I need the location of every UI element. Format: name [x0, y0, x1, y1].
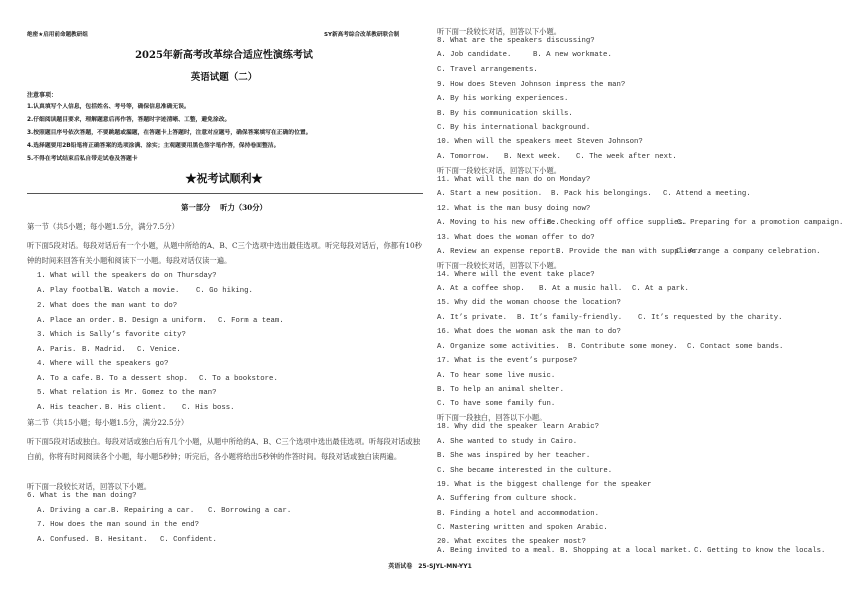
q12-option-c[interactable]: C. Preparing for a promotion campaign.: [677, 219, 844, 227]
q17-option-a[interactable]: A. To hear some live music.: [437, 372, 556, 380]
q13-option-b[interactable]: B. Provide the man with supplies.: [556, 248, 701, 256]
part1-heading: 第一部分 听力（30分）: [181, 203, 267, 212]
notice-item-4: 4.选择题要用2B铅笔将正确答案的选项涂满、涂实；主观题要用黑色签字笔作答，保持卷面整洁。: [27, 143, 280, 149]
q13-option-a[interactable]: A. Review an expense report.: [437, 248, 560, 256]
q7-option-b[interactable]: B. Hesitant.: [95, 536, 148, 544]
q6-option-c[interactable]: C. Borrowing a car.: [208, 507, 292, 515]
q8-option-a[interactable]: A. Job candidate.: [437, 51, 512, 59]
q14-option-b[interactable]: B. At a music hall.: [539, 285, 623, 293]
q13-option-c[interactable]: C. Arrange a company celebration.: [676, 248, 821, 256]
q5-option-b[interactable]: B. His client.: [105, 404, 167, 412]
sec2-instructions: 听下面5段对话或独白。每段对话或独白后有几个小题，从题中所给的A、B、C三个选项中选出最佳选项。听每段对话或独白前，你将有时间阅读各个小题，每小题5秒钟；听完后，各小题将给出5秒钟的作答时间。每段对话或独白读两遍。: [27, 437, 420, 461]
q8-option-c[interactable]: C. Travel arrangements.: [437, 66, 538, 74]
q2-stem: 2. What does the man want to do?: [37, 302, 178, 310]
q6-option-a[interactable]: A. Driving a car.: [37, 507, 112, 515]
q15-option-b[interactable]: B. It’s family-friendly.: [517, 314, 623, 322]
q1-option-b[interactable]: B. Watch a movie.: [105, 287, 180, 295]
q3-option-c[interactable]: C. Venice.: [137, 346, 181, 354]
q17-stem: 17. What is the event’s purpose?: [437, 357, 578, 365]
q13-stem: 13. What does the woman offer to do?: [437, 234, 595, 242]
q19-stem: 19. What is the biggest challenge for the speaker: [437, 481, 652, 489]
subject-title: 英语试题（二）: [190, 72, 258, 83]
q11-option-b[interactable]: B. Pack his belongings.: [551, 190, 652, 198]
notice-heading: 注意事项：: [27, 92, 58, 99]
q4-option-a[interactable]: A. To a cafe.: [37, 375, 94, 383]
q20-option-a[interactable]: A. Being invited to a meal.: [437, 547, 556, 555]
q10-option-b[interactable]: B. Next week.: [504, 153, 561, 161]
q10-option-a[interactable]: A. Tomorrow.: [437, 153, 490, 161]
q14-option-a[interactable]: A. At a coffee shop.: [437, 285, 525, 293]
q10-stem: 10. When will the speakers meet Steven Johnson?: [437, 138, 643, 146]
notice-item-5: 5.不得在考试结束后私自带走试卷及答题卡: [27, 156, 138, 162]
q7-option-a[interactable]: A. Confused.: [37, 536, 90, 544]
q18-stem: 18. Why did the speaker learn Arabic?: [437, 423, 600, 431]
q15-option-a[interactable]: A. It’s private.: [437, 314, 508, 322]
q7-option-c[interactable]: C. Confident.: [160, 536, 217, 544]
q17-option-c[interactable]: C. To have some family fun.: [437, 400, 556, 408]
q3-stem: 3. Which is Sally’s favorite city?: [37, 331, 186, 339]
q10-option-c[interactable]: C. The week after next.: [576, 153, 677, 161]
q9-option-c[interactable]: C. By his international background.: [437, 124, 591, 132]
page-footer: 英语试卷 25-SJYL-MN-YY1: [388, 563, 472, 570]
intro-q14: 听下面一段较长对话，回答以下小题。: [437, 261, 562, 270]
q5-stem: 5. What relation is Mr. Gomez to the man?: [37, 389, 217, 397]
q9-stem: 9. How does Steven Johnson impress the man?: [437, 81, 626, 89]
q16-option-b[interactable]: B. Contribute some money.: [568, 343, 678, 351]
q16-option-a[interactable]: A. Organize some activities.: [437, 343, 560, 351]
q16-stem: 16. What does the woman ask the man to do?: [437, 328, 621, 336]
q15-option-c[interactable]: C. It’s requested by the charity.: [638, 314, 783, 322]
q4-option-c[interactable]: C. To a bookstore.: [199, 375, 278, 383]
q19-option-c[interactable]: C. Mastering written and spoken Arabic.: [437, 524, 608, 532]
q20-stem: 20. What excites the speaker most?: [437, 538, 586, 546]
q8-option-b[interactable]: B. A new workmate.: [533, 51, 612, 59]
q12-option-b[interactable]: B. Checking off office supplies.: [547, 219, 688, 227]
q5-option-c[interactable]: C. His boss.: [182, 404, 235, 412]
notice-item-2: 2.仔细阅读题目要求，理解题意后再作答，答题时字迹清晰、工整，避免涂改。: [27, 117, 231, 123]
intro-q11: 听下面一段较长对话，回答以下小题。: [437, 166, 562, 175]
q12-option-a[interactable]: A. Moving to his new office.: [437, 219, 560, 227]
sec1-instructions: 听下面5段对话。每段对话后有一个小题，从题中所给的A、B、C三个选项中选出最佳选项。听完每段对话后，你都有10秒钟的时间来回答有关小题和阅读下一小题。每段对话仅读一遍。: [27, 241, 422, 265]
q2-option-b[interactable]: B. Design a uniform.: [119, 317, 207, 325]
q14-stem: 14. Where will the event take place?: [437, 271, 595, 279]
q4-stem: 4. Where will the speakers go?: [37, 360, 169, 368]
q18-option-a[interactable]: A. She wanted to study in Cairo.: [437, 438, 578, 446]
q2-option-a[interactable]: A. Place an order.: [37, 317, 116, 325]
notice-item-3: 3.按照题目序号依次答题，不要跳题或漏题，在答题卡上答题时，注意对应题号，确保答案填写在正确的位置。: [27, 130, 312, 136]
q6-stem: 6. What is the man doing?: [27, 492, 137, 500]
q11-option-a[interactable]: A. Start a new position.: [437, 190, 543, 198]
q1-option-c[interactable]: C. Go hiking.: [196, 287, 253, 295]
q18-option-c[interactable]: C. She became interested in the culture.: [437, 467, 613, 475]
q3-option-b[interactable]: B. Madrid.: [82, 346, 126, 354]
q6-option-b[interactable]: B. Repairing a car.: [111, 507, 195, 515]
intro-q8: 听下面一段较长对话，回答以下小题。: [437, 27, 562, 36]
q20-option-c[interactable]: C. Getting to know the locals.: [694, 547, 826, 555]
q19-option-b[interactable]: B. Finding a hotel and accommodation.: [437, 510, 600, 518]
sec1-heading: 第一节（共5小题；每小题1.5分，满分7.5分）: [27, 222, 179, 231]
header-left: 绝密★启用前命题教研组: [27, 32, 88, 38]
q16-option-c[interactable]: C. Contact some bands.: [687, 343, 784, 351]
q14-option-c[interactable]: C. At a park.: [632, 285, 689, 293]
notice-item-1: 1.认真填写个人信息，包括姓名、考号等，确保信息准确无误。: [27, 104, 190, 110]
intro-q18: 听下面一段独白，回答以下小题。: [437, 413, 547, 422]
q9-option-a[interactable]: A. By his working experiences.: [437, 95, 569, 103]
q11-option-c[interactable]: C. Attend a meeting.: [663, 190, 751, 198]
q20-option-b[interactable]: B. Shopping at a local market.: [560, 547, 692, 555]
q8-stem: 8. What are the speakers discussing?: [437, 37, 595, 45]
q7-stem: 7. How does the man sound in the end?: [37, 521, 200, 529]
q9-option-b[interactable]: B. By his communication skills.: [437, 110, 573, 118]
q1-option-a[interactable]: A. Play football.: [37, 287, 112, 295]
q15-stem: 15. Why did the woman choose the location?: [437, 299, 621, 307]
q17-option-b[interactable]: B. To help an animal shelter.: [437, 386, 564, 394]
q18-option-b[interactable]: B. She was inspired by her teacher.: [437, 452, 591, 460]
q19-option-a[interactable]: A. Suffering from culture shock.: [437, 495, 578, 503]
q1-stem: 1. What will the speakers do on Thursday?: [37, 272, 217, 280]
q2-option-c[interactable]: C. Form a team.: [218, 317, 284, 325]
exam-title: 2025年新高考改革综合适应性演练考试: [135, 50, 313, 61]
blessing-banner: ★祝考试顺利★: [185, 172, 263, 185]
q4-option-b[interactable]: B. To a dessert shop.: [96, 375, 188, 383]
intro-q6: 听下面一段较长对话，回答以下小题。: [27, 482, 152, 491]
q12-stem: 12. What is the man busy doing now?: [437, 205, 591, 213]
q11-stem: 11. What will the man do on Monday?: [437, 176, 591, 184]
header-right: SY新高考综合改革教研联合制: [324, 32, 400, 38]
q5-option-a[interactable]: A. His teacher.: [37, 404, 103, 412]
q3-option-a[interactable]: A. Paris.: [37, 346, 77, 354]
divider: [27, 193, 423, 194]
sec2-heading: 第二节（共15小题；每小题1.5分，满分22.5分）: [27, 418, 189, 427]
